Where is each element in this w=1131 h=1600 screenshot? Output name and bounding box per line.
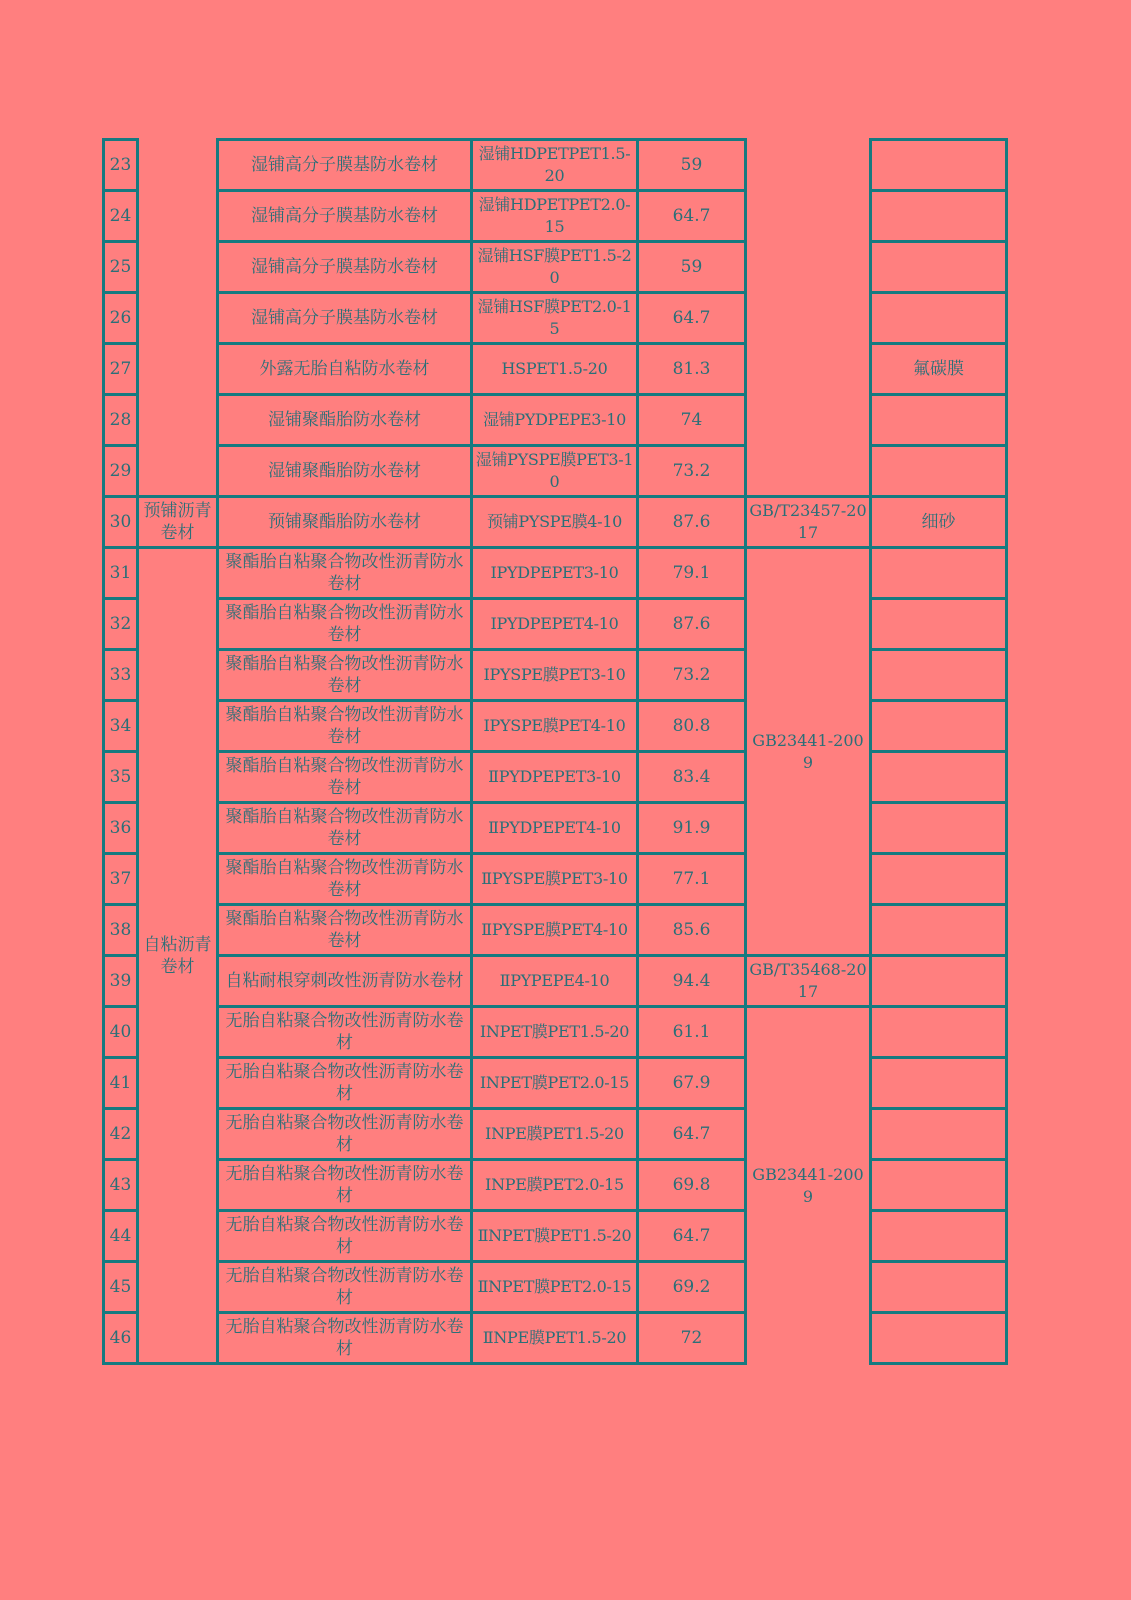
row-number: 42 xyxy=(104,1109,138,1160)
product-model: ⅡNPET膜PET2.0-15 xyxy=(472,1262,638,1313)
remark-cell xyxy=(871,854,1007,905)
remark-cell xyxy=(871,1058,1007,1109)
row-number: 23 xyxy=(104,140,138,191)
table-row xyxy=(104,140,1007,191)
table-row xyxy=(104,1058,1007,1109)
product-name: 聚酯胎自粘聚合物改性沥青防水卷材 xyxy=(218,752,472,803)
remark-cell xyxy=(871,1313,1007,1364)
row-number: 29 xyxy=(104,446,138,497)
unit-value: 69.2 xyxy=(638,1262,746,1313)
unit-value: 72 xyxy=(638,1313,746,1364)
row-number: 34 xyxy=(104,701,138,752)
unit-value: 73.2 xyxy=(638,650,746,701)
table-row xyxy=(104,446,1007,497)
row-number: 46 xyxy=(104,1313,138,1364)
row-number: 36 xyxy=(104,803,138,854)
product-model: 湿铺PYSPE膜PET3-10 xyxy=(472,446,638,497)
product-name: 湿铺聚酯胎防水卷材 xyxy=(218,446,472,497)
remark-cell xyxy=(871,701,1007,752)
product-name: 自粘耐根穿刺改性沥青防水卷材 xyxy=(218,956,472,1007)
product-table xyxy=(102,138,1008,1365)
product-model: ⅠPYDPEPET4-10 xyxy=(472,599,638,650)
remark-cell xyxy=(871,599,1007,650)
table-row xyxy=(104,1007,1007,1058)
table-row xyxy=(104,1313,1007,1364)
standard-cell: GB/T23457-2017 xyxy=(746,497,871,548)
table-row xyxy=(104,497,1007,548)
table-row xyxy=(104,701,1007,752)
product-model: 湿铺HSF膜PET2.0-15 xyxy=(472,293,638,344)
table-row xyxy=(104,1109,1007,1160)
product-model: 湿铺HDPETPET1.5-20 xyxy=(472,140,638,191)
product-model: ⅡPYPEPE4-10 xyxy=(472,956,638,1007)
unit-value: 81.3 xyxy=(638,344,746,395)
row-number: 31 xyxy=(104,548,138,599)
product-model: HSPET1.5-20 xyxy=(472,344,638,395)
product-name: 聚酯胎自粘聚合物改性沥青防水卷材 xyxy=(218,803,472,854)
product-name: 无胎自粘聚合物改性沥青防水卷材 xyxy=(218,1313,472,1364)
unit-value: 59 xyxy=(638,140,746,191)
product-model: ⅠNPE膜PET1.5-20 xyxy=(472,1109,638,1160)
row-number: 35 xyxy=(104,752,138,803)
table-row xyxy=(104,395,1007,446)
row-number: 24 xyxy=(104,191,138,242)
table-row xyxy=(104,905,1007,956)
unit-value: 59 xyxy=(638,242,746,293)
remark-cell xyxy=(871,905,1007,956)
row-number: 33 xyxy=(104,650,138,701)
unit-value: 91.9 xyxy=(638,803,746,854)
row-number: 25 xyxy=(104,242,138,293)
row-number: 41 xyxy=(104,1058,138,1109)
product-name: 无胎自粘聚合物改性沥青防水卷材 xyxy=(218,1007,472,1058)
standard-cell-empty xyxy=(746,140,871,497)
product-model: ⅡPYSPE膜PET3-10 xyxy=(472,854,638,905)
table-row xyxy=(104,854,1007,905)
row-number: 45 xyxy=(104,1262,138,1313)
product-name: 聚酯胎自粘聚合物改性沥青防水卷材 xyxy=(218,905,472,956)
unit-value: 94.4 xyxy=(638,956,746,1007)
product-model: ⅠPYSPE膜PET4-10 xyxy=(472,701,638,752)
unit-value: 80.8 xyxy=(638,701,746,752)
product-name: 无胎自粘聚合物改性沥青防水卷材 xyxy=(218,1160,472,1211)
product-name: 湿铺聚酯胎防水卷材 xyxy=(218,395,472,446)
product-model: ⅡNPET膜PET1.5-20 xyxy=(472,1211,638,1262)
product-name: 聚酯胎自粘聚合物改性沥青防水卷材 xyxy=(218,701,472,752)
row-number: 40 xyxy=(104,1007,138,1058)
unit-value: 64.7 xyxy=(638,191,746,242)
row-number: 28 xyxy=(104,395,138,446)
remark-cell xyxy=(871,242,1007,293)
unit-value: 64.7 xyxy=(638,293,746,344)
product-model: ⅠPYSPE膜PET3-10 xyxy=(472,650,638,701)
product-model: ⅠNPET膜PET1.5-20 xyxy=(472,1007,638,1058)
unit-value: 69.8 xyxy=(638,1160,746,1211)
product-name: 聚酯胎自粘聚合物改性沥青防水卷材 xyxy=(218,650,472,701)
remark-cell xyxy=(871,293,1007,344)
remark-cell: 细砂 xyxy=(871,497,1007,548)
unit-value: 87.6 xyxy=(638,497,746,548)
unit-value: 61.1 xyxy=(638,1007,746,1058)
product-name: 聚酯胎自粘聚合物改性沥青防水卷材 xyxy=(218,548,472,599)
standard-cell: GB23441-2009 xyxy=(746,548,871,956)
remark-cell xyxy=(871,752,1007,803)
remark-cell xyxy=(871,803,1007,854)
category-cell-empty xyxy=(138,140,218,497)
product-model: ⅡNPE膜PET1.5-20 xyxy=(472,1313,638,1364)
row-number: 39 xyxy=(104,956,138,1007)
remark-cell xyxy=(871,191,1007,242)
product-name: 聚酯胎自粘聚合物改性沥青防水卷材 xyxy=(218,599,472,650)
standard-cell: GB/T35468-2017 xyxy=(746,956,871,1007)
product-name: 聚酯胎自粘聚合物改性沥青防水卷材 xyxy=(218,854,472,905)
unit-value: 85.6 xyxy=(638,905,746,956)
product-model: ⅠPYDPEPET3-10 xyxy=(472,548,638,599)
unit-value: 74 xyxy=(638,395,746,446)
unit-value: 79.1 xyxy=(638,548,746,599)
remark-cell xyxy=(871,1262,1007,1313)
table-row xyxy=(104,191,1007,242)
product-name: 湿铺高分子膜基防水卷材 xyxy=(218,140,472,191)
category-cell: 自粘沥青卷材 xyxy=(138,548,218,1364)
table-row xyxy=(104,752,1007,803)
product-name: 无胎自粘聚合物改性沥青防水卷材 xyxy=(218,1262,472,1313)
product-model: 预铺PYSPE膜4-10 xyxy=(472,497,638,548)
unit-value: 83.4 xyxy=(638,752,746,803)
remark-cell xyxy=(871,395,1007,446)
row-number: 32 xyxy=(104,599,138,650)
product-name: 预铺聚酯胎防水卷材 xyxy=(218,497,472,548)
product-model: ⅠNPE膜PET2.0-15 xyxy=(472,1160,638,1211)
remark-cell xyxy=(871,446,1007,497)
row-number: 38 xyxy=(104,905,138,956)
product-name: 无胎自粘聚合物改性沥青防水卷材 xyxy=(218,1058,472,1109)
row-number: 44 xyxy=(104,1211,138,1262)
table-row xyxy=(104,650,1007,701)
product-name: 外露无胎自粘防水卷材 xyxy=(218,344,472,395)
remark-cell xyxy=(871,1007,1007,1058)
row-number: 26 xyxy=(104,293,138,344)
remark-cell xyxy=(871,650,1007,701)
product-name: 湿铺高分子膜基防水卷材 xyxy=(218,293,472,344)
unit-value: 77.1 xyxy=(638,854,746,905)
product-model: ⅡPYSPE膜PET4-10 xyxy=(472,905,638,956)
table-row xyxy=(104,803,1007,854)
table-row xyxy=(104,956,1007,1007)
unit-value: 73.2 xyxy=(638,446,746,497)
standard-cell: GB23441-2009 xyxy=(746,1007,871,1364)
product-name: 湿铺高分子膜基防水卷材 xyxy=(218,242,472,293)
remark-cell xyxy=(871,1109,1007,1160)
product-model: ⅡPYDPEPET3-10 xyxy=(472,752,638,803)
table-row xyxy=(104,1160,1007,1211)
row-number: 27 xyxy=(104,344,138,395)
product-model: ⅡPYDPEPET4-10 xyxy=(472,803,638,854)
table-row xyxy=(104,1211,1007,1262)
remark-cell xyxy=(871,1160,1007,1211)
product-name: 湿铺高分子膜基防水卷材 xyxy=(218,191,472,242)
unit-value: 67.9 xyxy=(638,1058,746,1109)
product-model: 湿铺HSF膜PET1.5-20 xyxy=(472,242,638,293)
unit-value: 64.7 xyxy=(638,1211,746,1262)
table-row xyxy=(104,548,1007,599)
unit-value: 64.7 xyxy=(638,1109,746,1160)
row-number: 43 xyxy=(104,1160,138,1211)
remark-cell xyxy=(871,140,1007,191)
remark-cell xyxy=(871,548,1007,599)
remark-cell xyxy=(871,1211,1007,1262)
row-number: 37 xyxy=(104,854,138,905)
remark-cell: 氟碳膜 xyxy=(871,344,1007,395)
remark-cell xyxy=(871,956,1007,1007)
unit-value: 87.6 xyxy=(638,599,746,650)
table-row xyxy=(104,293,1007,344)
table-row xyxy=(104,242,1007,293)
table-row xyxy=(104,344,1007,395)
row-number: 30 xyxy=(104,497,138,548)
product-model: 湿铺HDPETPET2.0-15 xyxy=(472,191,638,242)
product-name: 无胎自粘聚合物改性沥青防水卷材 xyxy=(218,1109,472,1160)
table-row xyxy=(104,599,1007,650)
category-cell: 预铺沥青卷材 xyxy=(138,497,218,548)
product-model: ⅠNPET膜PET2.0-15 xyxy=(472,1058,638,1109)
table-row xyxy=(104,1262,1007,1313)
product-model: 湿铺PYDPEPE3-10 xyxy=(472,395,638,446)
product-name: 无胎自粘聚合物改性沥青防水卷材 xyxy=(218,1211,472,1262)
